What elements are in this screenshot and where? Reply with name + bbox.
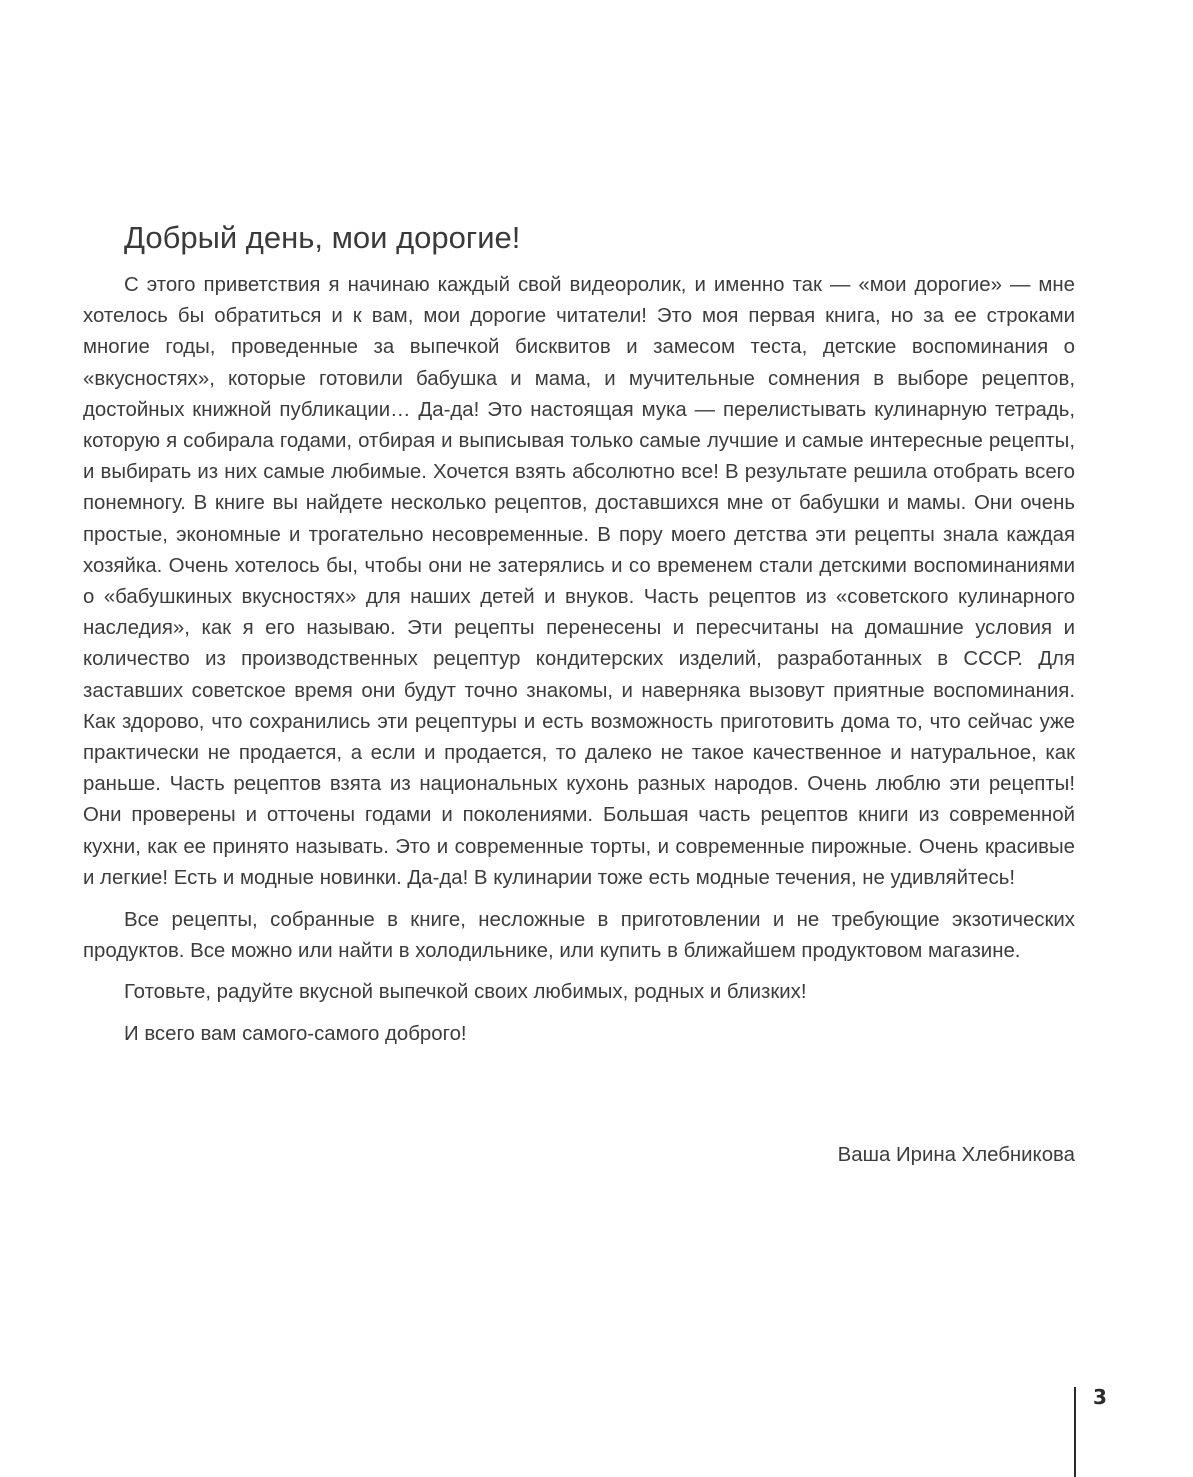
paragraph-farewell: И всего вам самого-самого доброго! xyxy=(124,1023,467,1046)
author-signature: Ваша Ирина Хлебникова xyxy=(837,1144,1075,1166)
page-number: 3 xyxy=(1093,1385,1107,1409)
paragraph-intro: С этого приветствия я начинаю каждый свой видеоролик, и именно так — «мои дорогие» — мне хотелось бы обратиться и к вам, мои дорогие читатели! Это моя первая книга, но за ее строками многие годы, проведенные за выпечкой бисквитов и замесом теста, детские воспоминания о «вкусностях», которые готовили бабушка и мама, и мучительные сомнения в выборе рецептов, достойных книжной публикации… Да-да! Это настоящая мука — перелистывать кулинарную тетрадь, которую я собирала годами, отбирая и выписывая только самые лучшие и самые интересные рецепты, и выбирать из них самые любимые. Хочется взять абсолютно все! В результате решила отобрать всего понемногу. В книге вы найдете несколько рецептов, доставшихся мне от бабушки и мамы. Они очень простые, экономные и трогательно несовременные. В пору моего детства эти рецепты знала каждая хозяйка. Очень хотелось бы, чтобы они не затерялись и со временем стали детскими воспоминаниями о «бабушкиных вкусностях» для наших детей и внуков. Часть рецептов из «советского кулинарного наследия», как я его называю. Эти рецепты перенесены и пересчитаны на домашние условия и количество из производственных рецептур кондитерских изделий, разработанных в СССР. Для заставших советское время они будут точно знакомы, и наверняка вызовут приятные воспоминания. Как здорово, что сохранились эти рецептуры и есть возможность приготовить дома то, что сейчас уже практически не продается, а если и продается, то далеко не такое качественное и натуральное, как раньше. Часть рецептов взята из национальных кухонь разных народов. Очень люблю эти рецепты! Они проверены и отточены годами и поколениями. Большая часть рецептов книги из современной кухни, как ее принято называть. Это и современные торты, и современные пирожные. Очень красивые и легкие! Есть и модные новинки. Да-да! В кулинарии тоже есть модные течения, не удивляйтесь! xyxy=(83,274,1075,889)
page-title: Добрый день, мои дорогие! xyxy=(124,220,521,255)
body-text xyxy=(83,270,1075,1050)
page-number-divider xyxy=(1074,1387,1076,1477)
paragraph-recipes: Все рецепты, собранные в книге, несложные в приготовлении и не требующие экзотических продуктов. Все можно или найти в холодильнике, или купить в ближайшем продуктовом магазине. xyxy=(83,908,1075,962)
paragraph-call-to-bake: Готовьте, радуйте вкусной выпечкой своих любимых, родных и близких! xyxy=(124,981,807,1004)
